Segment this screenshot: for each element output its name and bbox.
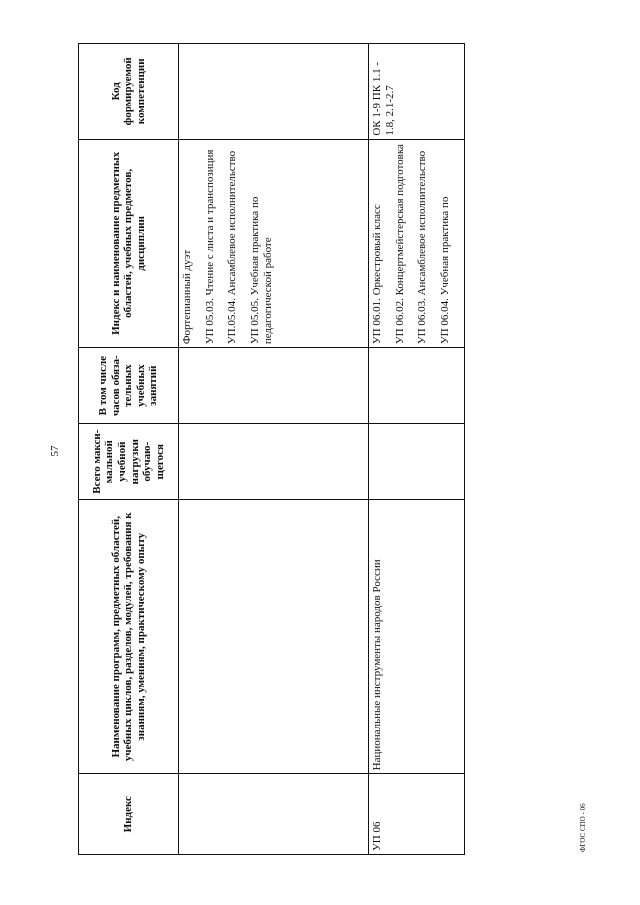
cell-name	[179, 500, 369, 774]
cell-max-load	[369, 424, 465, 500]
curriculum-table	[78, 43, 451, 855]
cell-required	[369, 348, 465, 424]
header-index: Индекс	[79, 774, 179, 855]
cell-index	[179, 774, 369, 855]
footer-code: ФГОС СПО - 06	[579, 803, 587, 852]
header-required: В том числе часов обяза-тельных учебных занятий	[79, 348, 179, 424]
subject-item: УП 06.02. Концертмейстерская подготовка	[393, 144, 406, 345]
header-competence: Код формируемой компетенции	[79, 44, 179, 140]
cell-max-load	[179, 424, 369, 500]
header-max-load: Всего макси-мальной учебной нагрузки обучаю-щегося	[79, 424, 179, 500]
cell-name: Национальные инструменты народов России	[369, 500, 465, 774]
subject-item: УП 06.01. Оркестровый класс	[371, 204, 383, 345]
subject-item: УП 05.03. Чтение с листа и транспозиция	[203, 149, 216, 345]
header-name: Наименование программ, предметных областей, учебных циклов, разделов, модулей, требования к знаниям, умениям, практическому опыту	[79, 500, 179, 774]
cell-index: УП 06	[369, 774, 465, 855]
header-row	[79, 44, 179, 855]
page-number: 57	[49, 445, 61, 457]
subject-item: УП 06.03. Ансамблевое исполнительство	[416, 150, 429, 345]
cell-competence	[179, 44, 369, 140]
table-row	[179, 44, 369, 855]
cell-required	[179, 348, 369, 424]
subject-item: УП 06.04. Учебная практика по	[438, 196, 451, 345]
subject-item: Фортепианный дуэт	[181, 249, 193, 345]
cell-subjects	[179, 139, 369, 348]
cell-competence: ОК 1-9 ПК 1.1 - 1.8, 2.1-2.7	[369, 44, 465, 140]
subject-item: УП.05.04. Ансамблевое исполнительство	[226, 150, 239, 345]
subject-item: УП 05.05. Учебная практика по педагогической работе	[248, 196, 274, 345]
table-row	[369, 44, 465, 855]
cell-subjects	[369, 139, 465, 348]
header-subjects: Индекс и наименование предметных областей, учебных предметов, дисциплин	[79, 139, 179, 348]
